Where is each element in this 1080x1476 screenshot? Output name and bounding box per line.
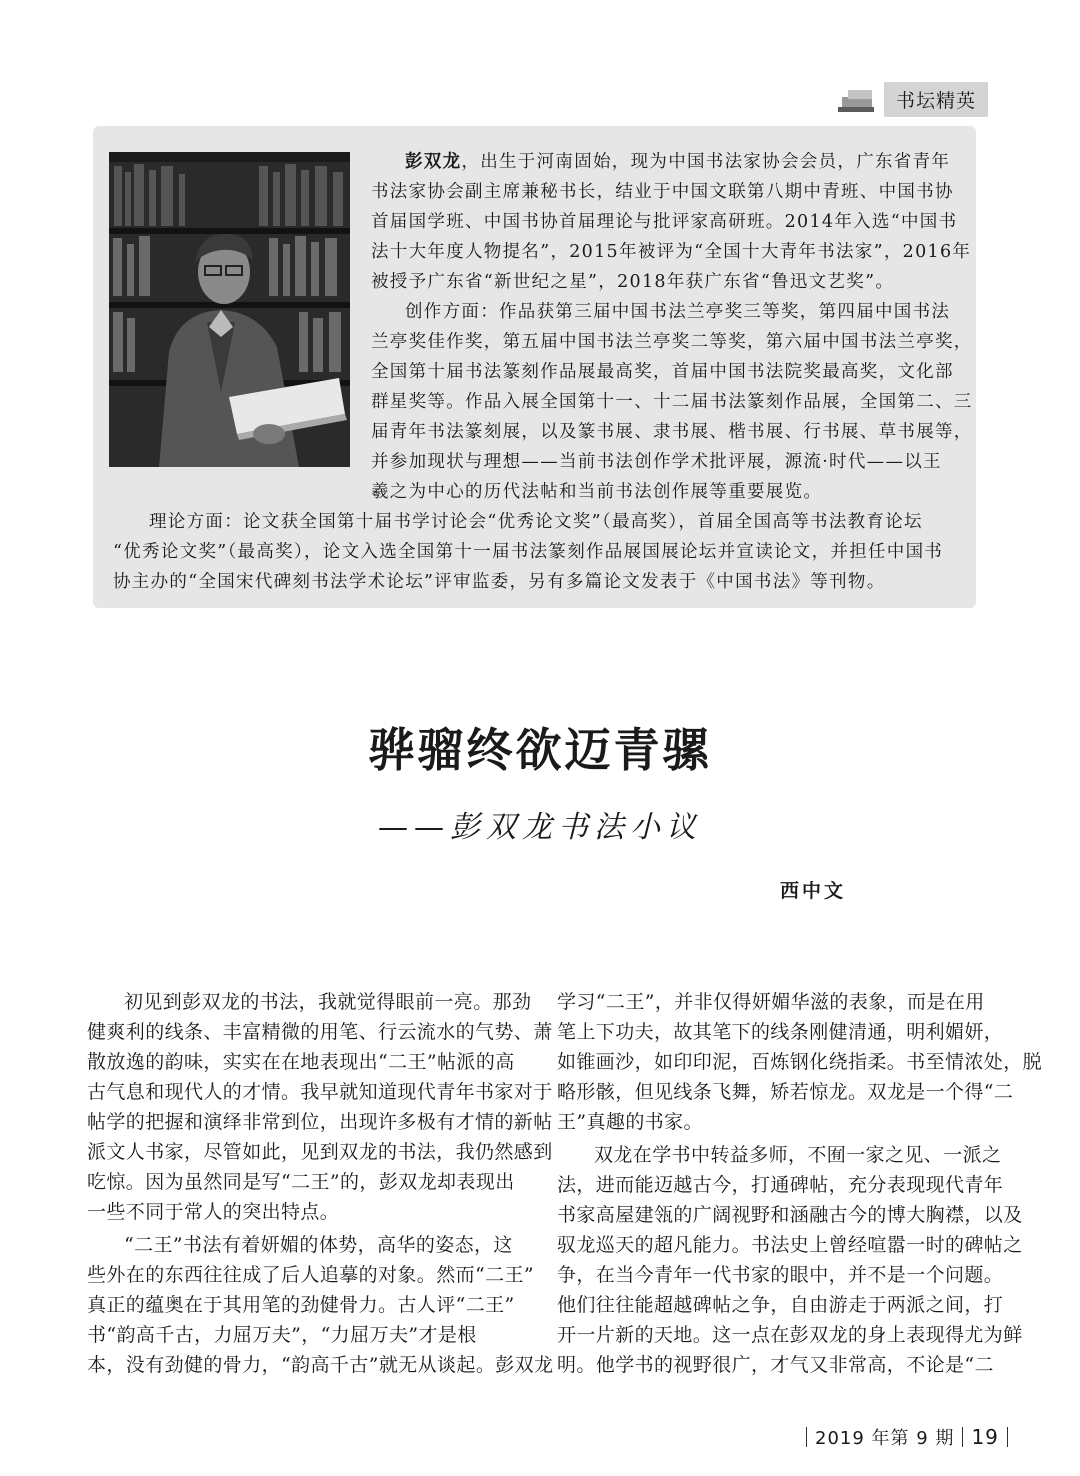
body-line: 健爽利的线条、丰富精微的用笔、行云流水的气势、萧 bbox=[87, 1021, 553, 1043]
article-author: 西中文 bbox=[780, 880, 847, 902]
bio-line: 法十大年度人物提名”，2015年被评为“全国十大青年书法家”，2016年 bbox=[371, 242, 972, 262]
body-line: 吃惊。因为虽然同是写“二王”的，彭双龙却表现出 bbox=[87, 1171, 515, 1193]
issue-label: 2019 年第 9 期 bbox=[815, 1428, 955, 1449]
divider bbox=[962, 1427, 963, 1447]
body-line: 学习“二王”，并非仅得妍媚华滋的表象，而是在用 bbox=[557, 991, 985, 1013]
body-line: 一些不同于常人的突出特点。 bbox=[87, 1201, 340, 1223]
bio-line: 全国第十届书法篆刻作品展最高奖，首届中国书法院奖最高奖，文化部 bbox=[371, 362, 954, 382]
bio-line: 创作方面：作品获第三届中国书法兰亭奖三等奖，第四届中国书法 bbox=[405, 302, 951, 322]
portrait-image bbox=[109, 152, 350, 467]
body-line: 法，进而能迈越古今，打通碑帖，充分表现现代青年 bbox=[557, 1174, 1004, 1196]
page-footer bbox=[798, 1424, 1016, 1450]
body-line: 开一片新的天地。这一点在彭双龙的身上表现得尤为鲜 bbox=[557, 1324, 1023, 1346]
bio-line: 协主办的“全国宋代碑刻书法学术论坛”评审监委，另有多篇论文发表于《中国书法》等刊物。 bbox=[113, 572, 886, 592]
bio-line: 羲之为中心的历代法帖和当前书法创作展等重要展览。 bbox=[371, 482, 823, 502]
body-line: 笔上下功夫，故其笔下的线条刚健清通，明利媚妍， bbox=[557, 1021, 1004, 1043]
body-line: 书“韵高千古，力屈万夫”，“力屈万夫”才是根 bbox=[87, 1324, 477, 1346]
body-line: 书家高屋建瓴的广阔视野和涵融古今的博大胸襟，以及 bbox=[557, 1204, 1023, 1226]
bio-box bbox=[93, 126, 976, 608]
body-line: 初见到彭双龙的书法，我就觉得眼前一亮。那劲 bbox=[124, 991, 532, 1013]
body-line: 帖学的把握和演绎非常到位，出现许多极有才情的新帖 bbox=[87, 1111, 553, 1133]
body-line: 他们往往能超越碑帖之争，自由游走于两派之间，打 bbox=[557, 1294, 1004, 1316]
bio-name: 彭双龙 bbox=[405, 152, 462, 172]
bio-line: 首届国学班、中国书协首届理论与批评家高研班。2014年入选“中国书 bbox=[371, 212, 958, 232]
bio-line: “优秀论文奖”（最高奖），论文入选全国第十一届书法篆刻作品展国展论坛并宣读论文，并担任中国书 bbox=[113, 542, 944, 562]
bio-line: 并参加现状与理想——当前书法创作学术批评展，源流·时代——以王 bbox=[371, 452, 942, 472]
body-line: 本，没有劲健的骨力，“韵高千古”就无从谈起。彭双龙 bbox=[87, 1354, 554, 1376]
body-line: 些外在的东西往往成了后人追摹的对象。然而“二王” bbox=[87, 1264, 535, 1286]
bio-line: 被授予广东省“新世纪之星”，2018年获广东省“鲁迅文艺奖”。 bbox=[371, 272, 895, 292]
section-label: 书坛精英 bbox=[884, 82, 988, 117]
divider bbox=[1007, 1427, 1008, 1447]
bio-line: 兰亭奖佳作奖，第五届中国书法兰亭奖二等奖，第六届中国书法兰亭奖， bbox=[371, 332, 973, 352]
body-line: 古气息和现代人的才情。我早就知道现代青年书家对于 bbox=[87, 1081, 553, 1103]
body-line: “二王”书法有着妍媚的体势，高华的姿态，这 bbox=[124, 1234, 513, 1256]
bio-line: 理论方面：论文获全国第十届书学讨论会“优秀论文奖”（最高奖），首届全国高等书法教育论坛 bbox=[149, 512, 923, 532]
body-line: 王”真趣的书家。 bbox=[557, 1111, 703, 1133]
author-photo bbox=[109, 152, 350, 467]
bio-line: 彭双龙，出生于河南固始，现为中国书法家协会会员，广东省青年 bbox=[405, 152, 951, 172]
bio-line: 群星奖等。作品入展全国第十一、十二届书法篆刻作品展，全国第二、三 bbox=[371, 392, 973, 412]
body-line: 散放逸的韵味，实实在在地表现出“二王”帖派的高 bbox=[87, 1051, 515, 1073]
books-icon bbox=[838, 87, 878, 113]
body-line: 真正的蕴奥在于其用笔的劲健骨力。古人评“二王” bbox=[87, 1294, 515, 1316]
body-line: 争，在当今青年一代书家的眼中，并不是一个问题。 bbox=[557, 1264, 1004, 1286]
divider bbox=[806, 1427, 807, 1447]
section-tag bbox=[838, 82, 988, 117]
bio-line: 书法家协会副主席兼秘书长，结业于中国文联第八期中青班、中国书协 bbox=[371, 182, 954, 202]
body-line: 略形骸，但见线条飞舞，矫若惊龙。双龙是一个得“二 bbox=[557, 1081, 1014, 1103]
article-title: 骅骝终欲迈青骡 bbox=[368, 723, 712, 777]
body-line: 明。他学书的视野很广，才气又非常高，不论是“二 bbox=[557, 1354, 994, 1376]
bio-line: 届青年书法篆刻展，以及篆书展、隶书展、楷书展、行书展、草书展等， bbox=[371, 422, 973, 442]
article-subtitle: ——彭双龙书法小议 bbox=[378, 810, 702, 845]
body-line: 双龙在学书中转益多师，不囿一家之见、一派之 bbox=[594, 1144, 1002, 1166]
body-line: 如锥画沙，如印印泥，百炼钢化绕指柔。书至情浓处，脱 bbox=[557, 1051, 1043, 1073]
body-line: 驭龙巡天的超凡能力。书法史上曾经喧嚣一时的碑帖之 bbox=[557, 1234, 1023, 1256]
page-number: 19 bbox=[971, 1425, 999, 1449]
body-line: 派文人书家，尽管如此，见到双龙的书法，我仍然感到 bbox=[87, 1141, 553, 1163]
